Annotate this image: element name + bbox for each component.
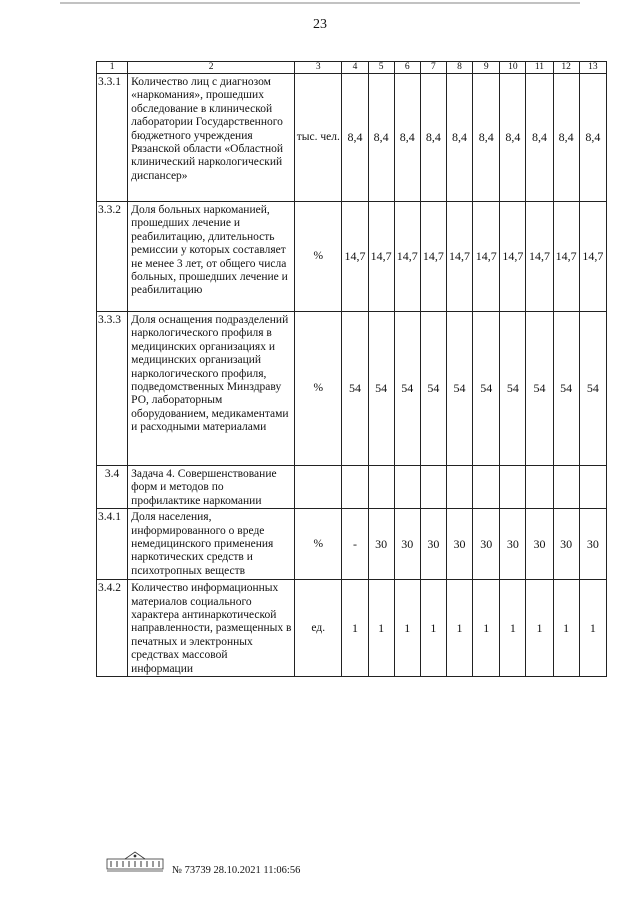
value-cell: 14,7	[420, 202, 446, 312]
value-cell: 8,4	[579, 74, 606, 202]
indicator-name: Количество лиц с диагнозом «наркомания», прошедших обследование в клинической лаборатории Государственного бюджетного учреждения Рязанской области «Областной клинический наркологический диспансер»	[128, 74, 295, 202]
value-cell	[368, 466, 394, 509]
value-cell	[473, 466, 500, 509]
value-cell: 30	[553, 509, 579, 580]
value-cell: 14,7	[553, 202, 579, 312]
value-cell: 54	[500, 312, 526, 466]
row-number: 3.4	[97, 466, 128, 509]
header-cell: 8	[446, 62, 472, 74]
value-cell	[500, 466, 526, 509]
table-row	[97, 466, 607, 509]
header-cell: 1	[97, 62, 128, 74]
value-cell	[553, 466, 579, 509]
row-number: 3.3.1	[97, 74, 128, 202]
value-cell: 8,4	[368, 74, 394, 202]
value-cell: 14,7	[368, 202, 394, 312]
value-cell: 8,4	[526, 74, 553, 202]
header-cell: 9	[473, 62, 500, 74]
value-cell: 1	[368, 580, 394, 677]
registration-stamp-logo	[105, 851, 165, 873]
header-cell: 2	[128, 62, 295, 74]
value-cell: 14,7	[342, 202, 368, 312]
table-row	[97, 580, 607, 677]
value-cell: -	[342, 509, 368, 580]
value-cell: 14,7	[526, 202, 553, 312]
value-cell: 30	[420, 509, 446, 580]
value-cell: 1	[342, 580, 368, 677]
value-cell: 8,4	[446, 74, 472, 202]
value-cell: 54	[473, 312, 500, 466]
value-cell: 30	[446, 509, 472, 580]
unit-cell	[295, 466, 342, 509]
value-cell	[420, 466, 446, 509]
value-cell: 1	[526, 580, 553, 677]
value-cell: 14,7	[473, 202, 500, 312]
value-cell: 54	[526, 312, 553, 466]
value-cell: 30	[579, 509, 606, 580]
header-cell: 11	[526, 62, 553, 74]
value-cell: 54	[446, 312, 472, 466]
table-row	[97, 509, 607, 580]
value-cell: 30	[473, 509, 500, 580]
value-cell: 54	[553, 312, 579, 466]
value-cell: 54	[368, 312, 394, 466]
header-cell: 5	[368, 62, 394, 74]
value-cell: 8,4	[500, 74, 526, 202]
value-cell: 8,4	[342, 74, 368, 202]
unit-cell: %	[295, 509, 342, 580]
value-cell: 30	[500, 509, 526, 580]
value-cell	[394, 466, 420, 509]
value-cell: 14,7	[579, 202, 606, 312]
header-cell: 7	[420, 62, 446, 74]
value-cell: 1	[500, 580, 526, 677]
value-cell: 8,4	[394, 74, 420, 202]
header-cell: 3	[295, 62, 342, 74]
value-cell: 14,7	[500, 202, 526, 312]
value-cell	[579, 466, 606, 509]
unit-cell: ед.	[295, 580, 342, 677]
value-cell: 1	[446, 580, 472, 677]
header-cell: 6	[394, 62, 420, 74]
value-cell: 1	[553, 580, 579, 677]
value-cell: 1	[579, 580, 606, 677]
value-cell: 8,4	[553, 74, 579, 202]
unit-cell: %	[295, 312, 342, 466]
value-cell	[446, 466, 472, 509]
row-number: 3.3.3	[97, 312, 128, 466]
table-header-row	[97, 62, 607, 74]
scan-top-edge	[60, 2, 580, 4]
indicator-name: Доля больных наркоманией, прошедших лечение и реабилитацию, длительность ремиссии у которых составляет не менее 3 лет, от общего числа больных, прошедших лечение и реабилитацию	[128, 202, 295, 312]
page-number: 23	[313, 17, 327, 32]
value-cell: 30	[394, 509, 420, 580]
table-row	[97, 74, 607, 202]
value-cell	[342, 466, 368, 509]
value-cell: 14,7	[394, 202, 420, 312]
row-number: 3.4.1	[97, 509, 128, 580]
value-cell: 54	[420, 312, 446, 466]
value-cell: 1	[473, 580, 500, 677]
unit-cell: тыс. чел.	[295, 74, 342, 202]
value-cell: 30	[526, 509, 553, 580]
header-cell: 4	[342, 62, 368, 74]
value-cell: 54	[579, 312, 606, 466]
row-number: 3.4.2	[97, 580, 128, 677]
value-cell: 1	[420, 580, 446, 677]
registration-number: № 73739 28.10.2021 11:06:56	[172, 865, 301, 876]
unit-cell: %	[295, 202, 342, 312]
header-cell: 10	[500, 62, 526, 74]
indicator-name: Задача 4. Совершенствование форм и методов по профилактике наркомании	[128, 466, 295, 509]
value-cell: 30	[368, 509, 394, 580]
indicators-table	[96, 61, 607, 677]
value-cell: 8,4	[420, 74, 446, 202]
value-cell: 54	[342, 312, 368, 466]
value-cell: 14,7	[446, 202, 472, 312]
value-cell: 54	[394, 312, 420, 466]
value-cell: 8,4	[473, 74, 500, 202]
indicator-name: Доля оснащения подразделений наркологического профиля в медицинских организациях и медицинских организаций наркологического профиля, подведомственных Минздраву РО, лабораторным оборудованием, медикаментами и расходными материалами	[128, 312, 295, 466]
table-row	[97, 202, 607, 312]
value-cell	[526, 466, 553, 509]
table-row	[97, 312, 607, 466]
header-cell: 13	[579, 62, 606, 74]
row-number: 3.3.2	[97, 202, 128, 312]
header-cell: 12	[553, 62, 579, 74]
indicator-name: Доля населения, информированного о вреде немедицинского применения наркотических средств и психотропных веществ	[128, 509, 295, 580]
indicator-name: Количество информационных материалов социального характера антинаркотической направленности, размещенных в печатных и электронных средствах массовой информации	[128, 580, 295, 677]
value-cell: 1	[394, 580, 420, 677]
